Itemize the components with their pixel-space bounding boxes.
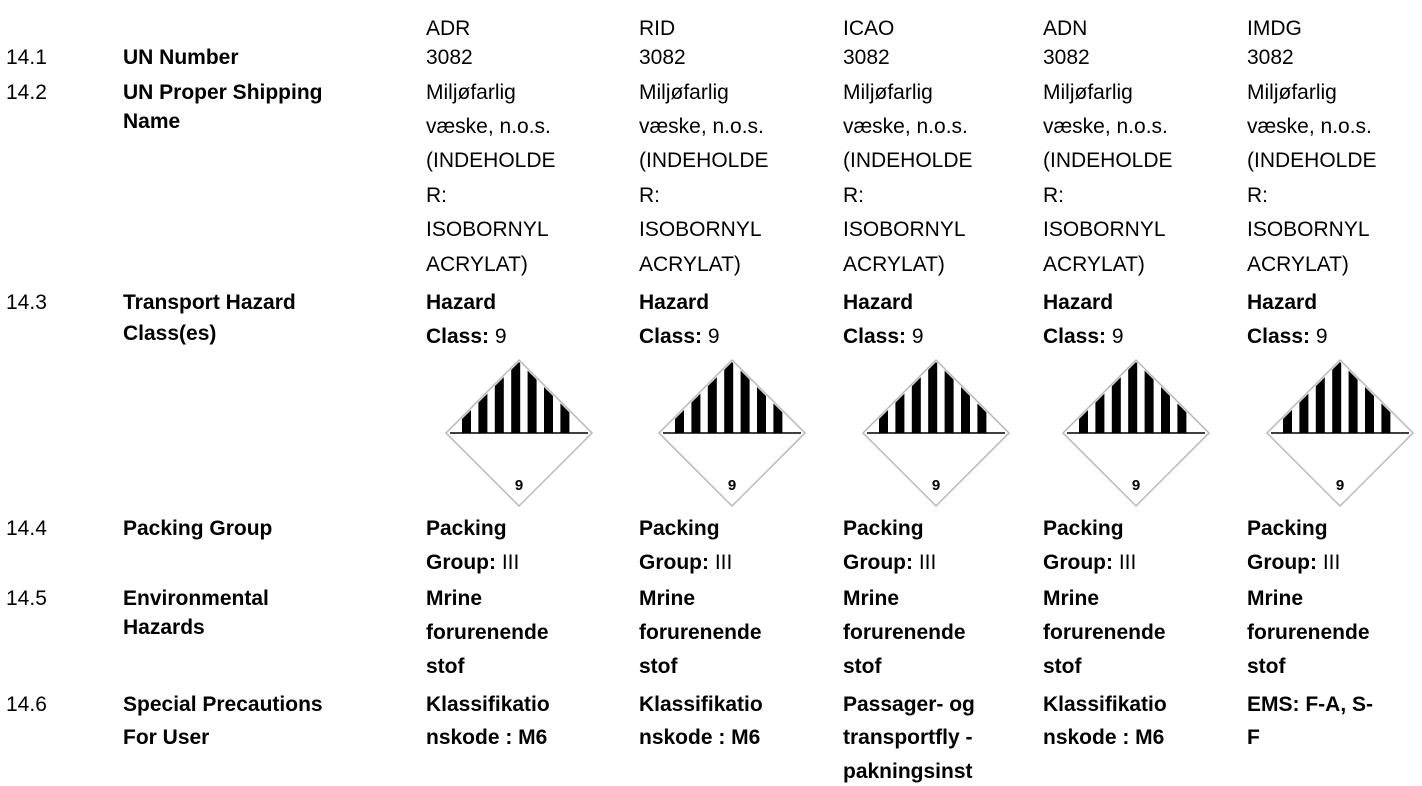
hazard-class-value: 9 [1106, 325, 1124, 348]
cell-shipping-name-rid: (INDEHOLDE [639, 149, 769, 172]
cell-environmental-hazard-imdg: Mrine [1247, 587, 1304, 610]
cell-shipping-name-icao: Miljøfarlig [843, 81, 933, 104]
cell-environmental-hazard-adn: stof [1043, 655, 1082, 678]
cell-environmental-hazard-rid: stof [639, 655, 678, 678]
packing-group-label: Group: [843, 551, 913, 574]
cell-special-precaution-imdg: F [1247, 726, 1260, 749]
hazard-class-value: 9 [702, 325, 720, 348]
cell-shipping-name-imdg: ACRYLAT) [1247, 253, 1349, 276]
cell-shipping-name-icao: ACRYLAT) [843, 253, 945, 276]
packing-group-value: III [1316, 551, 1341, 574]
cell-shipping-name-rid: ISOBORNYL [639, 218, 762, 241]
column-header-imdg: IMDG [1247, 17, 1302, 40]
class-9-hazard-placard-icon [861, 358, 1011, 508]
cell-special-precaution-icao: Passager- og [843, 693, 975, 716]
packing-group-value: III [708, 551, 733, 574]
class-9-hazard-placard-icon [657, 358, 807, 508]
cell-packing-label-adn: Packing [1043, 517, 1124, 540]
cell-packing-label-icao: Packing [843, 517, 924, 540]
cell-packing-group-rid [639, 548, 732, 577]
cell-shipping-name-adn: R: [1043, 184, 1064, 207]
cell-environmental-hazard-adr: Mrine [426, 587, 483, 610]
row-label: Packing Group [123, 517, 273, 540]
class-9-hazard-placard-icon [1061, 358, 1211, 508]
cell-environmental-hazard-rid: forurenende [639, 621, 762, 644]
hazard-class-value: 9 [1310, 325, 1328, 348]
cell-special-precaution-icao: pakningsinst [843, 760, 973, 783]
cell-shipping-name-adn: væske, n.o.s. [1043, 115, 1168, 138]
svg-text:9: 9 [514, 477, 524, 494]
row-label: Environmental [123, 587, 269, 610]
cell-hazard-label-adr: Hazard [426, 291, 497, 314]
cell-shipping-name-imdg: (INDEHOLDE [1247, 149, 1377, 172]
cell-environmental-hazard-adr: stof [426, 655, 465, 678]
cell-environmental-hazard-imdg: forurenende [1247, 621, 1370, 644]
packing-group-value: III [495, 551, 520, 574]
packing-group-label: Group: [639, 551, 709, 574]
cell-special-precaution-imdg: EMS: F-A, S- [1247, 693, 1373, 716]
cell-special-precaution-rid: Klassifikatio [639, 693, 763, 716]
column-header-adn: ADN [1043, 17, 1088, 40]
hazard-class-value: 9 [489, 325, 507, 348]
cell-environmental-hazard-rid: Mrine [639, 587, 696, 610]
cell-shipping-name-adn: ACRYLAT) [1043, 253, 1145, 276]
cell-packing-label-imdg: Packing [1247, 517, 1328, 540]
row-label: Special Precautions [123, 693, 323, 716]
packing-group-value: III [912, 551, 937, 574]
cell-shipping-name-icao: ISOBORNYL [843, 218, 966, 241]
cell-environmental-hazard-imdg: stof [1247, 655, 1286, 678]
cell-shipping-name-adr: væske, n.o.s. [426, 115, 551, 138]
row-number: 14.3 [6, 291, 47, 314]
row-label: UN Number [123, 46, 239, 69]
cell-shipping-name-imdg: R: [1247, 184, 1268, 207]
row-label: Transport Hazard [123, 291, 296, 314]
row-label: Name [123, 110, 181, 133]
packing-group-label: Group: [1247, 551, 1317, 574]
row-label: UN Proper Shipping [123, 81, 323, 104]
cell-shipping-name-adn: ISOBORNYL [1043, 218, 1166, 241]
svg-text:9: 9 [727, 477, 737, 494]
hazard-class-label: Class: [426, 325, 490, 348]
cell-hazard-label-icao: Hazard [843, 291, 914, 314]
cell-un-number-adr: 3082 [426, 46, 473, 69]
cell-special-precaution-rid: nskode : M6 [639, 726, 761, 749]
cell-shipping-name-adr: ACRYLAT) [426, 253, 528, 276]
cell-special-precaution-adn: Klassifikatio [1043, 693, 1167, 716]
cell-shipping-name-imdg: Miljøfarlig [1247, 81, 1337, 104]
cell-special-precaution-icao: transportfly - [843, 726, 973, 749]
cell-shipping-name-icao: væske, n.o.s. [843, 115, 968, 138]
cell-packing-group-imdg [1247, 548, 1340, 577]
hazard-class-label: Class: [639, 325, 703, 348]
cell-hazard-class-rid [639, 322, 720, 351]
cell-shipping-name-adr: R: [426, 184, 447, 207]
cell-environmental-hazard-icao: Mrine [843, 587, 900, 610]
cell-hazard-label-rid: Hazard [639, 291, 710, 314]
cell-environmental-hazard-adn: forurenende [1043, 621, 1166, 644]
cell-environmental-hazard-icao: stof [843, 655, 882, 678]
cell-un-number-rid: 3082 [639, 46, 686, 69]
row-number: 14.6 [6, 693, 47, 716]
cell-shipping-name-adr: ISOBORNYL [426, 218, 549, 241]
svg-text:9: 9 [1335, 477, 1345, 494]
packing-group-label: Group: [1043, 551, 1113, 574]
cell-packing-group-adn [1043, 548, 1136, 577]
cell-shipping-name-imdg: væske, n.o.s. [1247, 115, 1372, 138]
cell-hazard-class-imdg [1247, 322, 1328, 351]
cell-shipping-name-rid: Miljøfarlig [639, 81, 729, 104]
cell-shipping-name-adn: Miljøfarlig [1043, 81, 1133, 104]
cell-hazard-class-adr [426, 322, 507, 351]
column-header-adr: ADR [426, 17, 471, 40]
row-number: 14.1 [6, 46, 47, 69]
cell-hazard-label-imdg: Hazard [1247, 291, 1318, 314]
row-label: Hazards [123, 616, 205, 639]
packing-group-label: Group: [426, 551, 496, 574]
class-9-hazard-placard-icon [444, 358, 594, 508]
cell-hazard-class-icao [843, 322, 924, 351]
cell-shipping-name-rid: R: [639, 184, 660, 207]
hazard-class-label: Class: [1043, 325, 1107, 348]
cell-packing-group-adr [426, 548, 519, 577]
cell-environmental-hazard-adr: forurenende [426, 621, 549, 644]
packing-group-value: III [1112, 551, 1137, 574]
cell-hazard-class-adn [1043, 322, 1124, 351]
cell-un-number-adn: 3082 [1043, 46, 1090, 69]
cell-special-precaution-adr: Klassifikatio [426, 693, 550, 716]
cell-environmental-hazard-adn: Mrine [1043, 587, 1100, 610]
cell-special-precaution-adr: nskode : M6 [426, 726, 548, 749]
cell-shipping-name-rid: ACRYLAT) [639, 253, 741, 276]
cell-environmental-hazard-icao: forurenende [843, 621, 966, 644]
svg-text:9: 9 [1131, 477, 1141, 494]
row-label: For User [123, 726, 210, 749]
cell-shipping-name-icao: (INDEHOLDE [843, 149, 973, 172]
cell-hazard-label-adn: Hazard [1043, 291, 1114, 314]
cell-packing-label-adr: Packing [426, 517, 507, 540]
cell-un-number-imdg: 3082 [1247, 46, 1294, 69]
class-9-hazard-placard-icon [1265, 358, 1415, 508]
cell-shipping-name-rid: væske, n.o.s. [639, 115, 764, 138]
cell-packing-group-icao [843, 548, 936, 577]
hazard-class-label: Class: [1247, 325, 1311, 348]
hazard-class-label: Class: [843, 325, 907, 348]
row-label: Class(es) [123, 322, 217, 345]
cell-packing-label-rid: Packing [639, 517, 720, 540]
cell-shipping-name-adr: Miljøfarlig [426, 81, 516, 104]
cell-shipping-name-adr: (INDEHOLDE [426, 149, 556, 172]
column-header-icao: ICAO [843, 17, 895, 40]
svg-text:9: 9 [931, 477, 941, 494]
cell-shipping-name-icao: R: [843, 184, 864, 207]
cell-special-precaution-adn: nskode : M6 [1043, 726, 1165, 749]
cell-un-number-icao: 3082 [843, 46, 890, 69]
row-number: 14.4 [6, 517, 47, 540]
cell-shipping-name-imdg: ISOBORNYL [1247, 218, 1370, 241]
hazard-class-value: 9 [906, 325, 924, 348]
row-number: 14.2 [6, 81, 47, 104]
cell-shipping-name-adn: (INDEHOLDE [1043, 149, 1173, 172]
column-header-rid: RID [639, 17, 676, 40]
row-number: 14.5 [6, 587, 47, 610]
